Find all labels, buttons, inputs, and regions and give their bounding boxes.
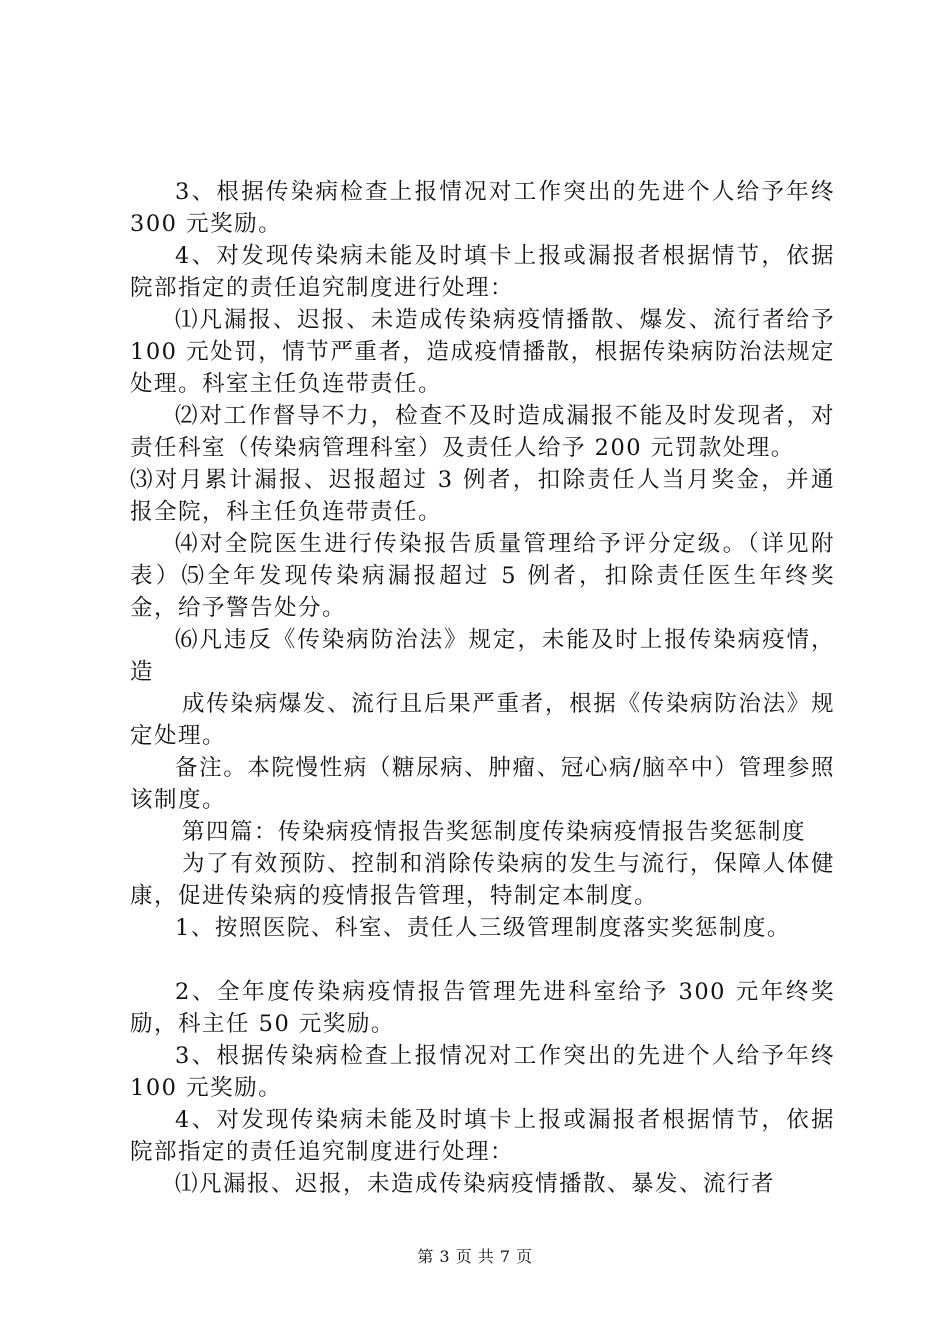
paragraph-item-1: ⑴凡漏报、迟报、未造成传染病疫情播散、爆发、流行者给予 100 元处罚，情节严重者，造成疫情播散，根据传染病防治法规定处理。科室主任负连带责任。: [130, 307, 835, 397]
paragraph-award-individual: 3、根据传染病检查上报情况对工作突出的先进个人给予年终 300 元奖励。: [130, 179, 835, 237]
paragraph-item-6-cont: 成传染病爆发、流行且后果严重者，根据《传染病防治法》规定处理。: [130, 691, 835, 749]
paragraph-item-2: ⑵对工作督导不力，检查不及时造成漏报不能及时发现者，对责任科室（传染病管理科室）及责任人给予 200 元罚款处理。: [130, 403, 835, 461]
paragraph-item-6: ⑹凡违反《传染病防治法》规定，未能及时上报传染病疫情，造: [130, 627, 835, 685]
paragraph-item-4-5: ⑷对全院医生进行传染报告质量管理给予评分定级。（详见附表）⑸全年发现传染病漏报超过 5 例者，扣除责任医生年终奖金，给予警告处分。: [130, 531, 835, 621]
paragraph-point-3: 3、根据传染病检查上报情况对工作突出的先进个人给予年终 100 元奖励。: [130, 1043, 835, 1101]
document-body: [130, 176, 835, 1200]
paragraph-point-2: 2、全年度传染病疫情报告管理先进科室给予 300 元年终奖励，科主任 50 元奖励。: [130, 979, 835, 1037]
paragraph-item-3: ⑶对月累计漏报、迟报超过 3 例者，扣除责任人当月奖金，并通报全院，科主任负连带责任。: [130, 467, 835, 525]
paragraph-point-4-item-1: ⑴凡漏报、迟报，未造成传染病疫情播散、暴发、流行者: [175, 1171, 776, 1197]
paragraph-intro: 为了有效预防、控制和消除传染病的发生与流行，保障人体健康，促进传染病的疫情报告管理，特制定本制度。: [130, 851, 835, 909]
paragraph-note: 备注。本院慢性病（糖尿病、肿瘤、冠心病/脑卒中）管理参照该制度。: [130, 755, 835, 813]
paragraph-point-1: 1、按照医院、科室、责任人三级管理制度落实奖惩制度。: [175, 915, 791, 941]
paragraph-point-4: 4、对发现传染病未能及时填卡上报或漏报者根据情节，依据院部指定的责任追究制度进行处理：: [130, 1107, 835, 1165]
section-heading: 第四篇：传染病疫情报告奖惩制度传染病疫情报告奖惩制度: [182, 819, 807, 845]
paragraph-accountability: 4、对发现传染病未能及时填卡上报或漏报者根据情节，依据院部指定的责任追究制度进行处理：: [130, 243, 835, 301]
page-number-footer: 第 3 页 共 7 页: [417, 1247, 533, 1266]
